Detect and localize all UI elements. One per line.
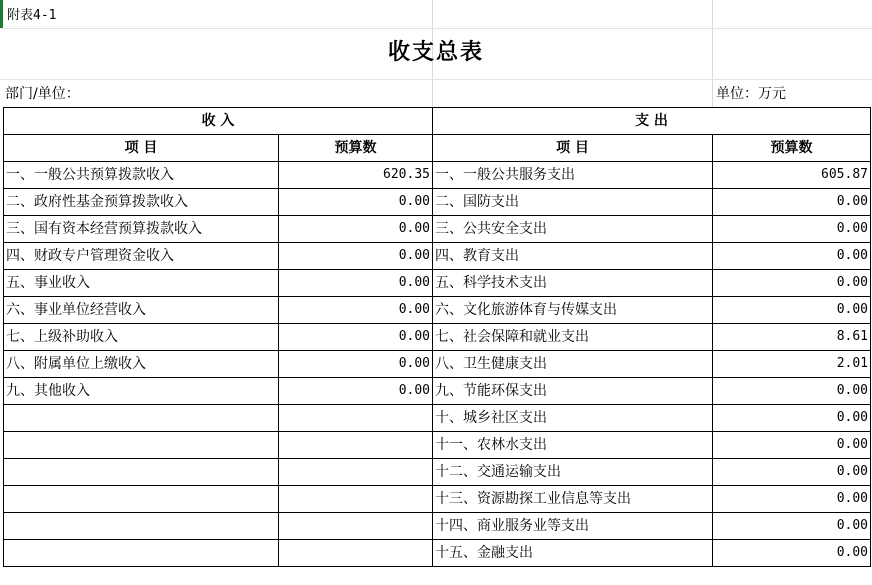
expense-amount-cell[interactable]: 0.00	[713, 270, 871, 297]
sheet-label[interactable]: 附表4-1	[7, 8, 57, 23]
income-amount-cell[interactable]	[279, 405, 433, 432]
expense-amount-cell[interactable]: 8.61	[713, 324, 871, 351]
income-amount-cell[interactable]	[279, 513, 433, 540]
expense-item-cell[interactable]: 六、文化旅游体育与传媒支出	[433, 297, 713, 324]
expense-item-cell[interactable]: 十二、交通运输支出	[433, 459, 713, 486]
table-row	[4, 540, 871, 567]
expense-item-cell[interactable]: 十一、农林水支出	[433, 432, 713, 459]
income-item-cell[interactable]	[4, 486, 279, 513]
expense-amount-cell[interactable]: 0.00	[713, 216, 871, 243]
income-section-header[interactable]: 收 入	[4, 108, 433, 135]
table-row	[4, 324, 871, 351]
income-item-cell[interactable]	[4, 405, 279, 432]
expense-item-cell[interactable]: 三、公共安全支出	[433, 216, 713, 243]
table-row	[4, 297, 871, 324]
expense-amount-cell[interactable]: 2.01	[713, 351, 871, 378]
expense-amount-cell[interactable]: 605.87	[713, 162, 871, 189]
expense-item-cell[interactable]: 十四、商业服务业等支出	[433, 513, 713, 540]
income-item-cell[interactable]: 四、财政专户管理资金收入	[4, 243, 279, 270]
income-item-cell[interactable]	[4, 540, 279, 567]
income-budget-header[interactable]: 预算数	[279, 135, 433, 162]
income-amount-cell[interactable]: 620.35	[279, 162, 433, 189]
expense-item-cell[interactable]: 十、城乡社区支出	[433, 405, 713, 432]
income-item-cell[interactable]	[4, 513, 279, 540]
income-item-cell[interactable]	[4, 459, 279, 486]
expense-amount-cell[interactable]: 0.00	[713, 189, 871, 216]
income-amount-cell[interactable]	[279, 432, 433, 459]
table-row	[4, 459, 871, 486]
expense-amount-cell[interactable]: 0.00	[713, 540, 871, 567]
table-row	[4, 513, 871, 540]
table-column-header-row	[4, 135, 871, 162]
expense-amount-cell[interactable]: 0.00	[713, 297, 871, 324]
expense-item-cell[interactable]: 十五、金融支出	[433, 540, 713, 567]
income-item-cell[interactable]: 七、上级补助收入	[4, 324, 279, 351]
expense-item-cell[interactable]: 八、卫生健康支出	[433, 351, 713, 378]
expense-amount-cell[interactable]: 0.00	[713, 432, 871, 459]
table-row	[4, 162, 871, 189]
income-item-cell[interactable]: 五、事业收入	[4, 270, 279, 297]
table-row	[4, 243, 871, 270]
income-item-cell[interactable]: 六、事业单位经营收入	[4, 297, 279, 324]
expense-item-cell[interactable]: 十三、资源勘探工业信息等支出	[433, 486, 713, 513]
income-item-cell[interactable]: 一、一般公共预算拨款收入	[4, 162, 279, 189]
income-item-cell[interactable]: 二、政府性基金预算拨款收入	[4, 189, 279, 216]
income-amount-cell[interactable]: 0.00	[279, 270, 433, 297]
table-row	[4, 405, 871, 432]
income-item-header[interactable]: 项 目	[4, 135, 279, 162]
income-amount-cell[interactable]: 0.00	[279, 216, 433, 243]
income-amount-cell[interactable]: 0.00	[279, 378, 433, 405]
income-item-cell[interactable]	[4, 432, 279, 459]
expense-amount-cell[interactable]: 0.00	[713, 513, 871, 540]
table-row	[4, 486, 871, 513]
budget-table	[3, 107, 871, 567]
income-item-cell[interactable]: 九、其他收入	[4, 378, 279, 405]
income-amount-cell[interactable]: 0.00	[279, 324, 433, 351]
income-amount-cell[interactable]: 0.00	[279, 243, 433, 270]
expense-budget-header[interactable]: 预算数	[713, 135, 871, 162]
table-row	[4, 432, 871, 459]
table-row	[4, 189, 871, 216]
expense-item-cell[interactable]: 四、教育支出	[433, 243, 713, 270]
active-cell-marker	[0, 0, 3, 28]
income-amount-cell[interactable]: 0.00	[279, 189, 433, 216]
expense-item-cell[interactable]: 七、社会保障和就业支出	[433, 324, 713, 351]
income-amount-cell[interactable]	[279, 459, 433, 486]
document-title[interactable]: 收支总表	[387, 40, 484, 65]
table-row	[4, 378, 871, 405]
expense-amount-cell[interactable]: 0.00	[713, 459, 871, 486]
department-label[interactable]: 部门/单位：	[5, 86, 80, 102]
expense-item-cell[interactable]: 一、一般公共服务支出	[433, 162, 713, 189]
income-amount-cell[interactable]: 0.00	[279, 297, 433, 324]
expense-item-cell[interactable]: 二、国防支出	[433, 189, 713, 216]
table-row	[4, 216, 871, 243]
income-amount-cell[interactable]	[279, 540, 433, 567]
expense-amount-cell[interactable]: 0.00	[713, 243, 871, 270]
unit-label[interactable]: 单位：万元	[716, 86, 786, 102]
expense-amount-cell[interactable]: 0.00	[713, 405, 871, 432]
income-amount-cell[interactable]: 0.00	[279, 351, 433, 378]
expense-item-cell[interactable]: 九、节能环保支出	[433, 378, 713, 405]
income-item-cell[interactable]: 八、附属单位上缴收入	[4, 351, 279, 378]
table-section-header-row	[4, 108, 871, 135]
grid-line	[0, 28, 872, 29]
table-row	[4, 270, 871, 297]
expense-amount-cell[interactable]: 0.00	[713, 378, 871, 405]
table-row	[4, 351, 871, 378]
income-item-cell[interactable]: 三、国有资本经营预算拨款收入	[4, 216, 279, 243]
expense-section-header[interactable]: 支 出	[433, 108, 871, 135]
income-amount-cell[interactable]	[279, 486, 433, 513]
grid-line	[0, 79, 872, 80]
expense-item-cell[interactable]: 五、科学技术支出	[433, 270, 713, 297]
expense-amount-cell[interactable]: 0.00	[713, 486, 871, 513]
expense-item-header[interactable]: 项 目	[433, 135, 713, 162]
